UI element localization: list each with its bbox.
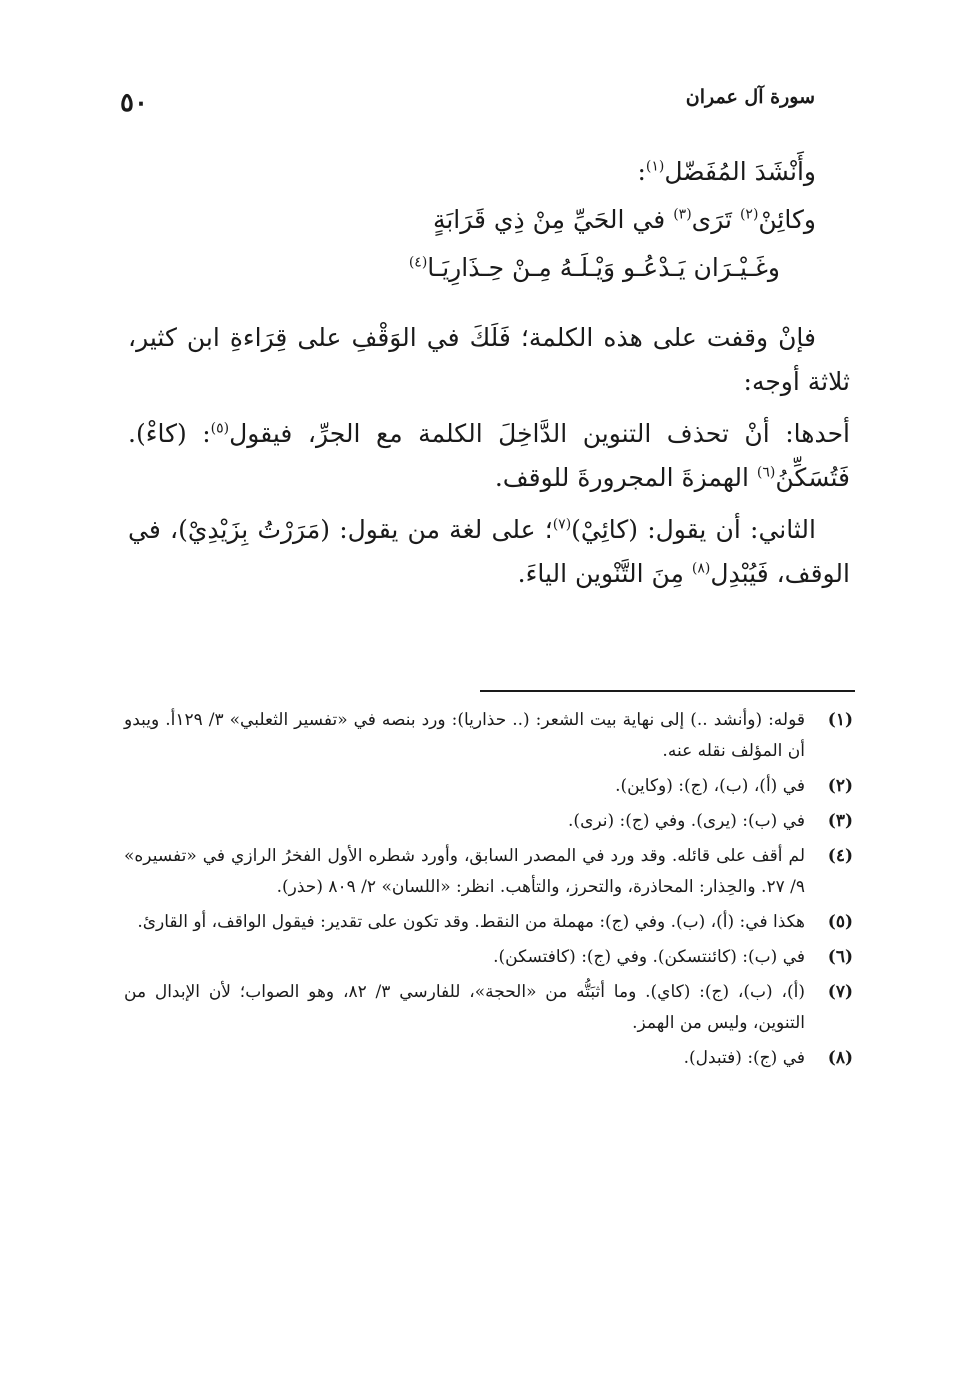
footnote-number: (٥) — [827, 912, 853, 932]
paragraph-1-text: فإنْ وقفت على هذه الكلمة؛ فَلَكَ في الوَقْفِ على قِرَاءةِ ابن كثير، ثلاثة أوجه: — [128, 323, 850, 396]
footnote-item — [124, 977, 853, 1039]
verse-line-1-part-c: في الحَيِّ مِنْ ذِي قَرَابَةٍ — [432, 205, 666, 234]
chapter-title: سورة آل عمران — [685, 86, 815, 108]
verse-line-2-text: وغَـيْـرَان يَـدْعُـو وَيْـلَـهُ مِـنْ حِـذَارِيَـا — [427, 253, 780, 282]
main-text — [128, 150, 850, 596]
footnote-separator — [480, 690, 855, 692]
footnote-text: في (ب): (كائنتسكن). وفي (ج): (كافتسكن). — [493, 947, 805, 967]
paragraph-2-part-c: الهمزةَ المجرورةَ للوقف. — [494, 463, 749, 492]
footnote-number: (١) — [827, 710, 853, 730]
footnote-number: (٣) — [827, 811, 853, 831]
verse-line-1 — [128, 196, 816, 244]
verse-line-1-part-a: وكائِنْ — [758, 205, 816, 234]
footnote-item — [124, 771, 853, 802]
footnote-text: في (ب): (يرى). وفي (ج): (نرى). — [568, 811, 805, 831]
paragraph-3 — [128, 508, 850, 596]
footnote-number: (٦) — [827, 947, 853, 967]
paragraph-3-part-a: الثاني: أن يقول: (كائِيْ) — [571, 515, 816, 544]
paragraph-2-part-a: أحدها: أنْ تحذف التنوين الدَّاخِلَ الكلمة مع الجرِّ، فيقول — [229, 419, 850, 448]
verse-intro-colon: : — [637, 157, 646, 186]
verse-intro — [128, 150, 816, 194]
footnote-item — [124, 841, 853, 903]
footnote-item — [124, 907, 853, 938]
paragraph-2 — [128, 412, 850, 500]
footnote-item — [124, 705, 853, 767]
footnote-number: (٨) — [827, 1048, 853, 1068]
footnote-ref-8: (٨) — [691, 560, 711, 577]
paragraph-1 — [128, 316, 850, 404]
footnote-ref-7: (٧) — [552, 516, 572, 533]
footnote-text: في (ج): (فتبدل). — [683, 1048, 805, 1068]
footnote-text: في (أ)، (ب)، (ج): (وكاين). — [615, 776, 805, 796]
footnote-ref-3: (٣) — [673, 206, 692, 223]
paragraph-2-part-b: : (كاءْ). فَتُسَكِّنُ — [128, 419, 850, 492]
footnote-ref-2: (٢) — [739, 206, 759, 223]
paragraph-3-part-c: مِنَ التَّنْوين الياءَ. — [517, 559, 684, 588]
footnote-item — [124, 1043, 853, 1074]
footnote-text: هكذا في: (أ)، (ب). وفي (ج): مهملة من النقط. وقد تكون على تقدير: فيقول الواقف، أو القارئ. — [137, 912, 805, 932]
footnote-ref-1: (١) — [645, 158, 665, 175]
paragraph-3-part-b: ؛ على لغة من يقول: (مَرَرْتُ بِزَيْدِيْ)، في الوقف، فَيُبْدِل — [128, 515, 850, 588]
footnote-item — [124, 806, 853, 837]
footnotes — [124, 705, 853, 1078]
footnote-ref-6: (٦) — [756, 464, 776, 481]
footnote-number: (٤) — [827, 846, 853, 866]
footnote-number: (٧) — [827, 982, 853, 1002]
footnote-ref-4: (٤) — [408, 254, 428, 271]
footnote-text: (أ)، (ب)، (ج): (كاي). وما أثبَتُّه من «الحجة»، للفارسي ٣/ ٨٢، وهو الصواب؛ لأن الإبدال من التنوين، وليس من الهمز. — [124, 982, 805, 1033]
page-number: ٥٠ — [120, 88, 148, 118]
footnote-item — [124, 942, 853, 973]
footnote-text: قوله: (وأنشد ..) إلى نهاية بيت الشعر: (.. حذاريا): ورد بنصه في «تفسير الثعلبي» ٣/ ١٢٩أ. ويبدو أن المؤلف نقله عنه. — [124, 710, 806, 761]
verse-intro-text: وأَنْشَدَ المُفَضّل — [664, 157, 816, 186]
verse-line-2 — [128, 244, 780, 292]
running-header — [120, 86, 855, 126]
footnote-number: (٢) — [827, 776, 853, 796]
verse-line-1-part-b: تَرَى — [691, 205, 732, 234]
footnote-ref-5: (٥) — [210, 420, 230, 437]
footnote-text: لم أقف على قائله. وقد ورد في المصدر السابق، وأورد شطره الأول الفخرُ الرازي في «تفسيره» ٩/ ٢٧. والحِذار: المحاذرة، والتحرز، والتأهب. انظر: «اللسان» ٢/ ٨٠٩ (حذر). — [124, 846, 805, 897]
